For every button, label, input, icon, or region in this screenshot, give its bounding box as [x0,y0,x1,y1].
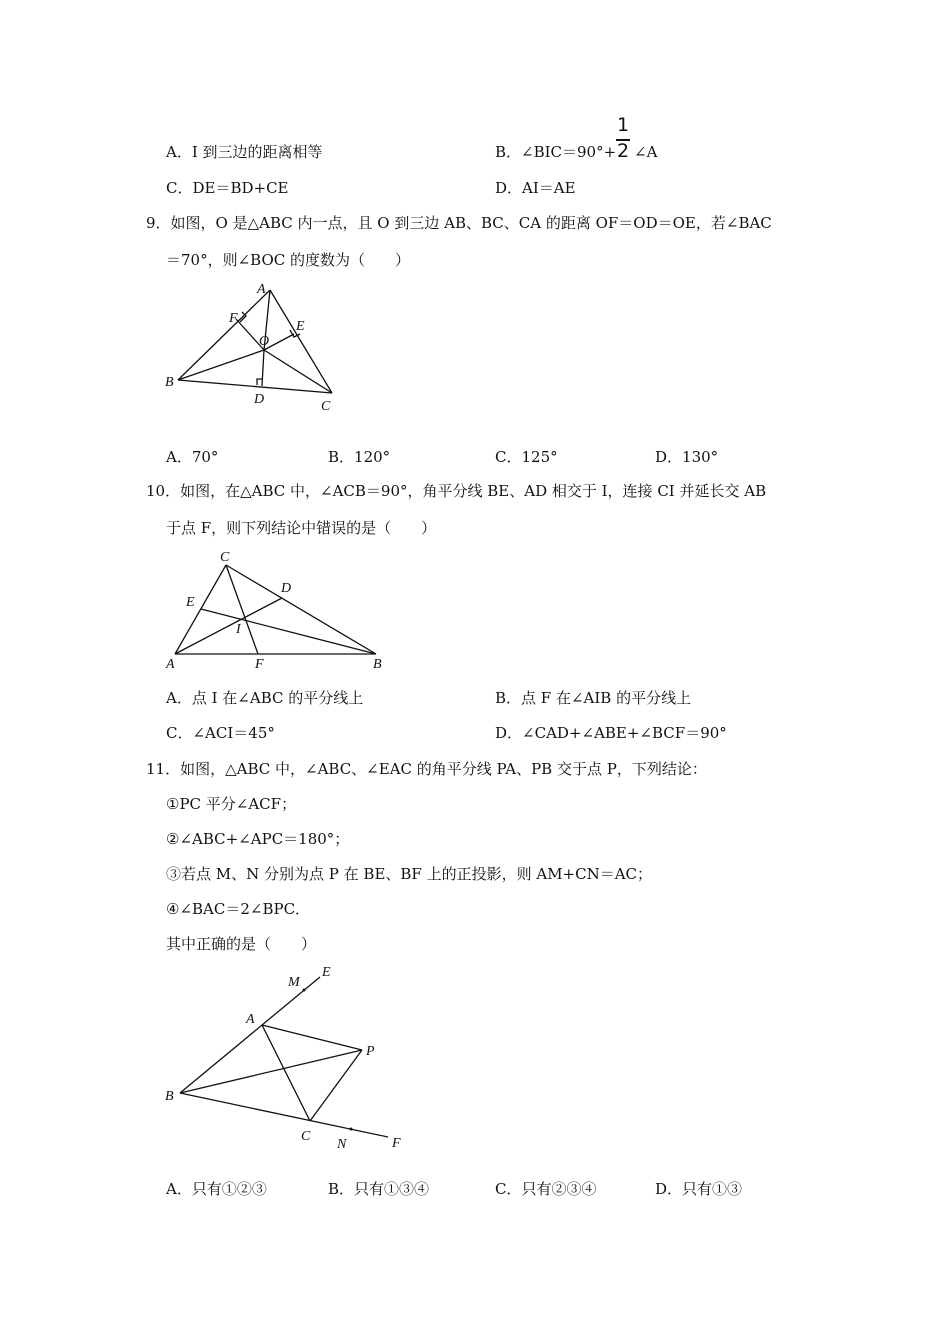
q11-option-a: A．只有①②③ [166,1180,267,1198]
q11-option-c: C．只有②③④ [495,1180,597,1198]
q8-option-c: C．DE＝BD+CE [166,179,289,197]
q11-label-E: E [322,965,331,980]
q9-label-A: A [257,282,266,297]
q9-label-C: C [321,399,331,414]
q9-label-E: E [296,319,305,334]
q10-label-A: A [166,657,175,672]
q9-option-d: D．130° [655,448,719,466]
q11-point-N [350,1128,353,1131]
q11-prompt: 其中正确的是（ ） [166,935,317,953]
q11-statement-3: ③若点 M、N 分别为点 P 在 BE、BF 上的正投影，则 AM+CN＝AC； [166,865,653,883]
q8-option-b-prefix: B．∠BIC＝90°+ [495,143,617,161]
q11-label-P: P [366,1044,375,1059]
q11-stem-line1: 11．如图，△ABC 中，∠ABC、∠EAC 的角平分线 PA、PB 交于点 P，下列结论： [146,760,707,778]
q11-label-A: A [246,1012,255,1027]
q9-option-b: B．120° [328,448,391,466]
q11-option-b: B．只有①③④ [328,1180,430,1198]
q10-stem-line1: 10．如图，在△ABC 中，∠ACB＝90°，角平分线 BE、AD 相交于 I，连接 CI 并延长交 AB [146,482,767,500]
q11-label-N: N [337,1137,347,1152]
q11-option-d: D．只有①③ [655,1180,743,1198]
q10-option-c: C．∠ACI＝45° [166,724,275,742]
q10-label-F: F [255,657,264,672]
q11-label-B: B [165,1089,174,1104]
q9-label-D: D [254,392,265,407]
q10-label-D: D [281,581,292,596]
q10-option-a: A．点 I 在∠ABC 的平分线上 [166,689,364,707]
q8-option-b-fraction-denominator: 2 [616,140,630,162]
q10-label-C: C [220,550,230,565]
q9-label-F: F [229,311,238,326]
q9-stem-line1: 9．如图，O 是△ABC 内一点，且 O 到三边 AB、BC、CA 的距离 OF＝OD＝OE，若∠BAC [146,214,772,232]
q11-label-C: C [301,1129,311,1144]
q10-option-b: B．点 F 在∠AIB 的平分线上 [495,689,692,707]
q11-point-M [303,989,306,992]
q10-label-B: B [373,657,382,672]
q11-label-M: M [288,975,300,990]
q9-label-O: O [259,334,270,349]
q10-label-I: I [236,622,241,637]
q8-option-a: A．I 到三边的距离相等 [166,143,323,161]
q10-label-E: E [186,595,195,610]
q10-option-d: D．∠CAD+∠ABE+∠BCF＝90° [495,724,727,742]
q8-option-d: D．AI＝AE [495,179,576,197]
q8-option-b-suffix: ∠A [634,143,658,161]
q11-statement-1: ①PC 平分∠ACF； [166,795,297,813]
q9-option-a: A．70° [166,448,219,466]
q11-label-F: F [392,1136,401,1151]
q11-statement-2: ②∠ABC+∠APC＝180°； [166,830,350,848]
q11-statement-4: ④∠BAC＝2∠BPC． [166,900,311,918]
q10-stem-line2: 于点 F，则下列结论中错误的是（ ） [166,519,437,537]
q9-stem-line2: ＝70°，则∠BOC 的度数为（ ） [166,251,411,269]
q9-option-c: C．125° [495,448,558,466]
q8-option-b-fraction-numerator: 1 [616,114,630,136]
q9-label-B: B [165,375,174,390]
